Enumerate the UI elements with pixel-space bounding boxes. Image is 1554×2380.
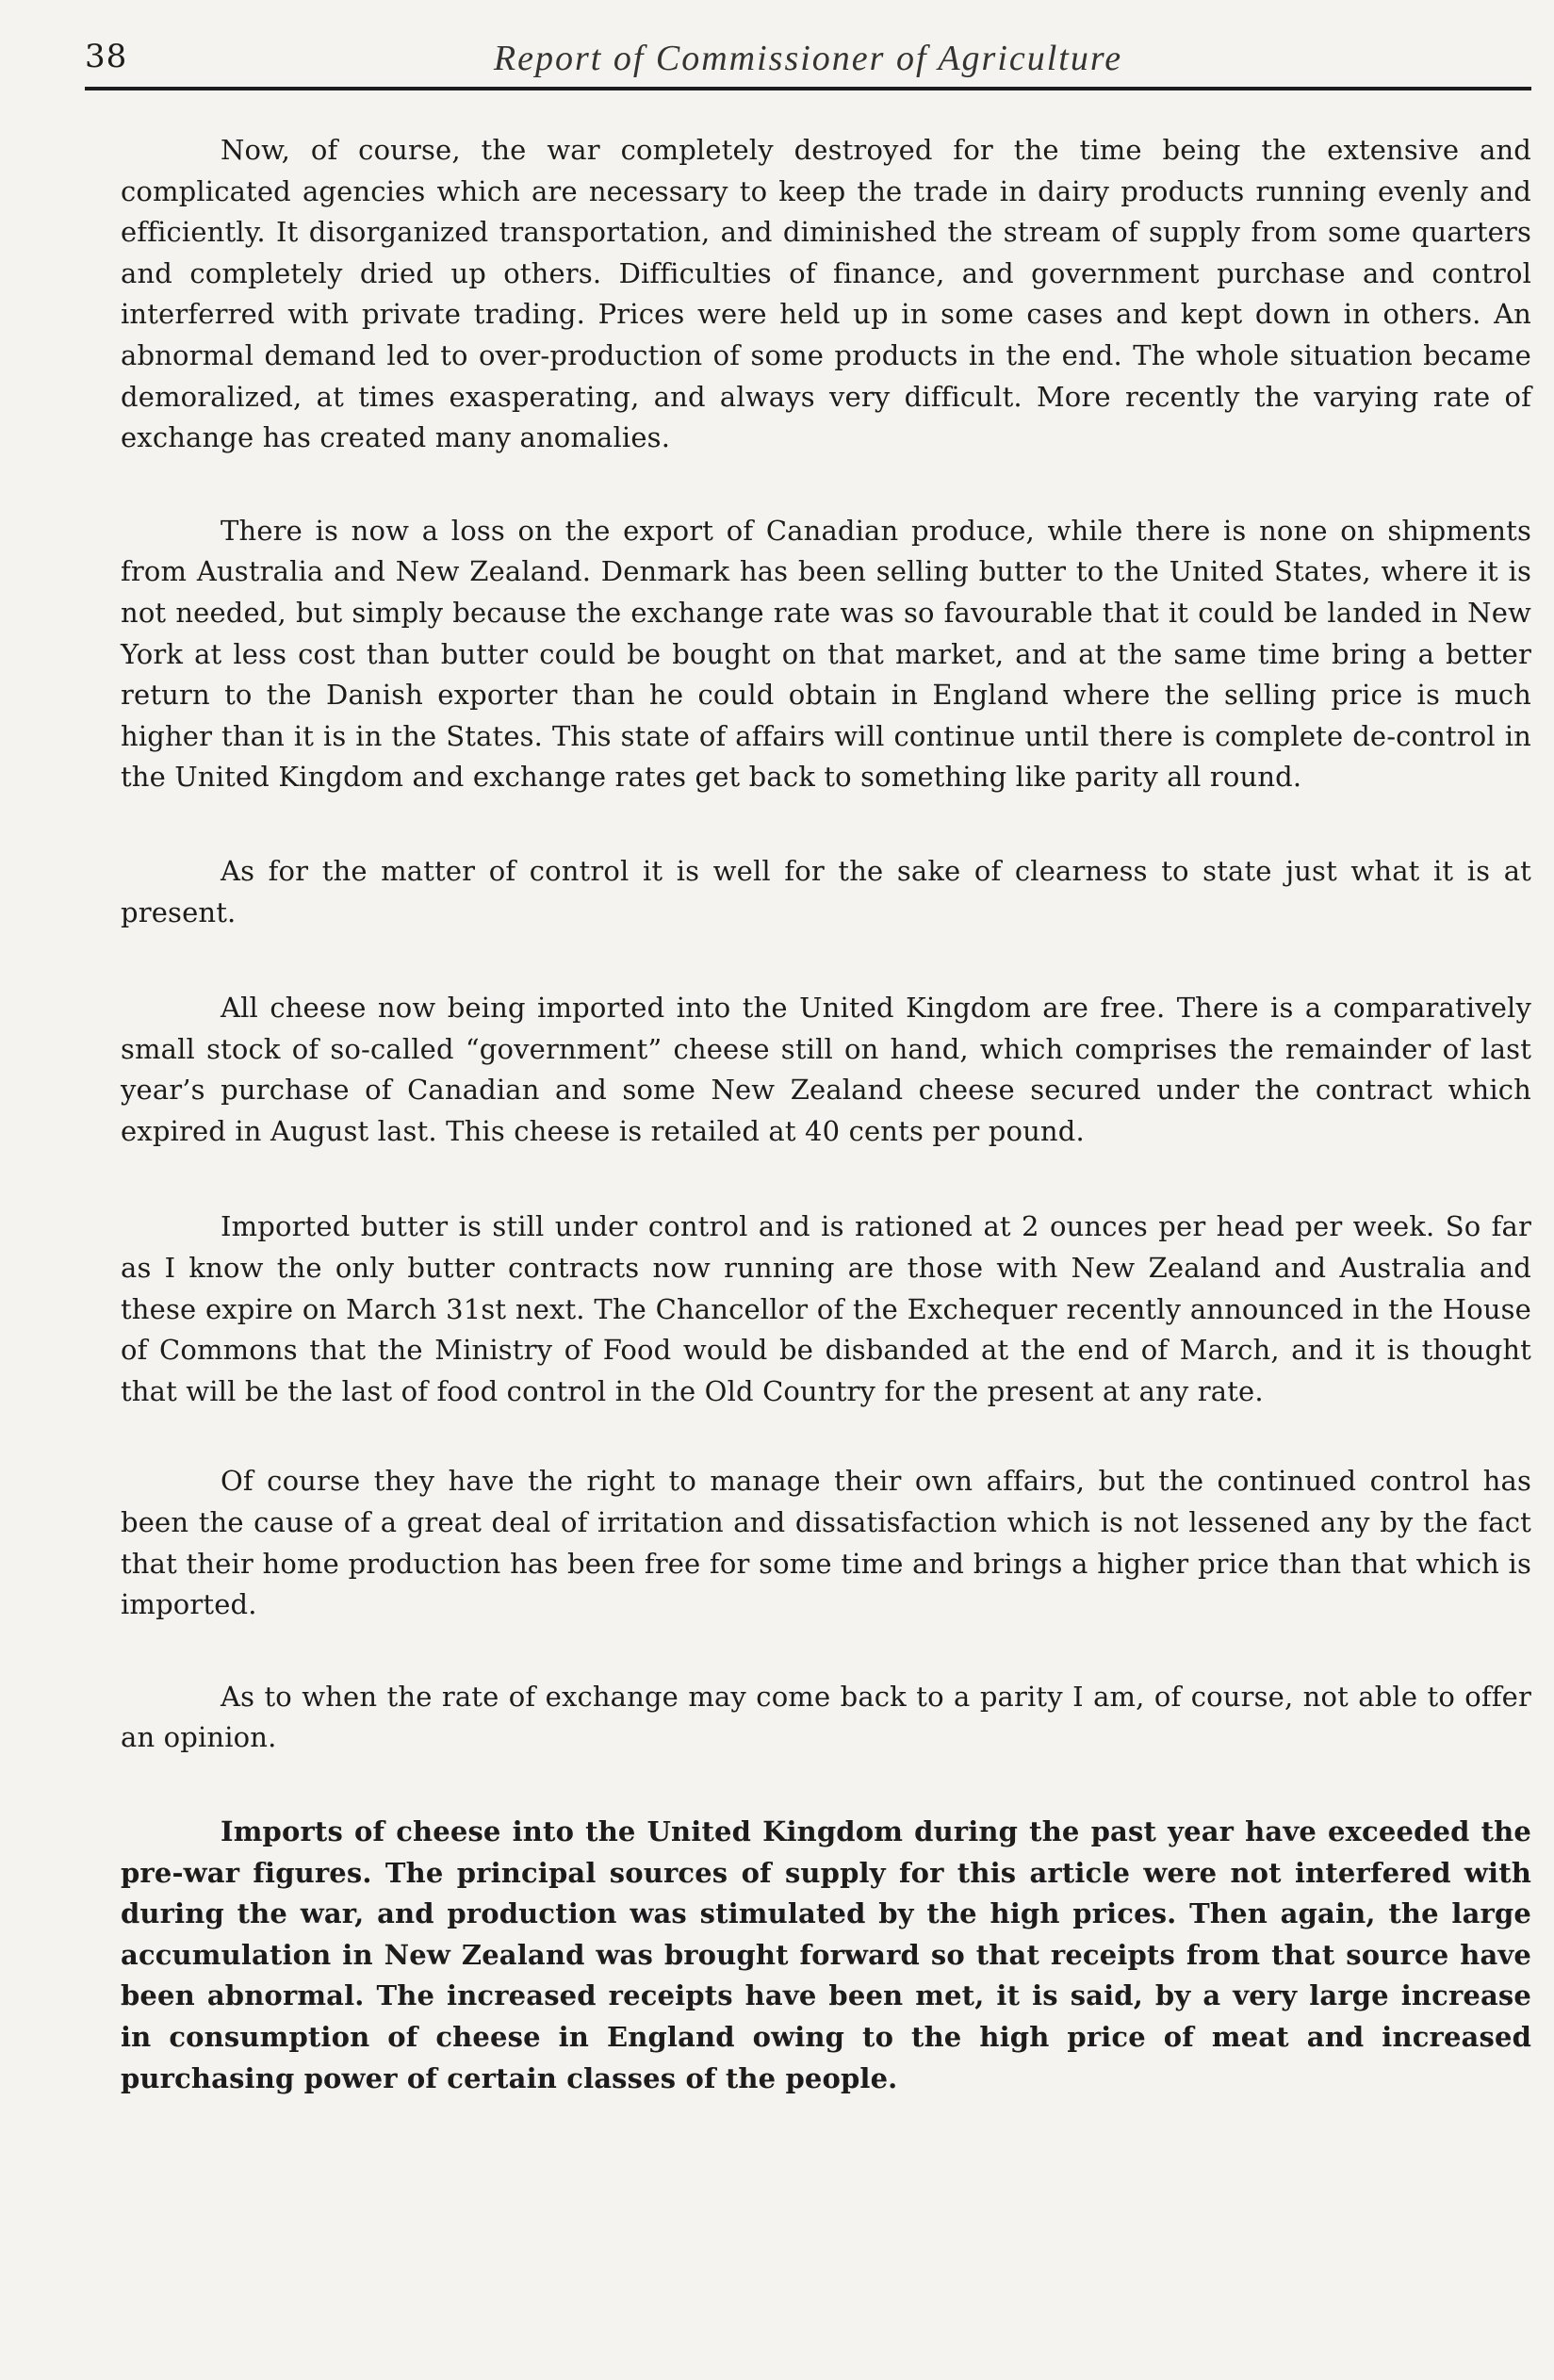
page-header (85, 38, 1531, 85)
paragraph-exchange-loss: There is now a loss on the export of Canadian produce, while there is none on shipments from Australia and New Zealand. Denmark has been selling butter to the United States, where it is not needed, but simply because the exchange rate was so favourable that it could be landed in New York at less cost than butter could be bought on that market, and at the same time bring a better return to the Danish exporter than he could obtain in England where the selling price is much higher than it is in the States. This state of affairs will continue until there is complete de-control in the United Kingdom and exchange rates get back to something like parity all round. (121, 514, 1531, 794)
running-title: Report of Commissioner of Agriculture (493, 39, 1123, 78)
paragraph-matter-of-control: As for the matter of control it is well for the sake of clearness to state just what it is at present. (121, 854, 1531, 928)
paragraph-exchange-parity: As to when the rate of exchange may come back to a parity I am, of course, not able to offer an opinion. (121, 1680, 1531, 1754)
page-number: 38 (85, 38, 128, 75)
paragraph-butter-control: Imported butter is still under control and is rationed at 2 ounces per head per week. So far as I know the only butter contracts now running are those with New Zealand and Australia and these expire on March 31st next. The Chancellor of the Exchequer recently announced in the House of Commons that the Ministry of Food would be disbanded at the end of March, and it is thought that will be the last of food control in the Old Country for the present at any rate. (121, 1210, 1531, 1407)
body-text (121, 130, 1531, 2099)
header-rule (85, 87, 1531, 90)
paragraph-cheese-imports-exceeded: Imports of cheese into the United Kingdom during the past year have exceeded the pre-war figures. The principal sources of supply for this article were not interfered with during the war, and production was stimulated by the high prices. Then again, the large accumulation in New Zealand was brought forward so that receipts from that source have been abnormal. The increased receipts have been met, it is said, by a very large increase in consumption of cheese in England owing to the high price of meat and increased purchasing power of certain classes of the people. (121, 1815, 1531, 2094)
paragraph-cheese-imports-free: All cheese now being imported into the United Kingdom are free. There is a comparatively small stock of so-called “government” cheese still on hand, which comprises the remainder of last year’s purchase of Canadian and some New Zealand cheese secured under the contract which expired in August last. This cheese is retailed at 40 cents per pound. (121, 992, 1531, 1147)
paragraph-war-disruption: Now, of course, the war completely destroyed for the time being the extensive and complicated agencies which are necessary to keep the trade in dairy products running evenly and efficiently. It disorganized transportation, and diminished the stream of supply from some quarters and completely dried up others. Difficulties of finance, and government purchase and control interferred with private trading. Prices were held up in some cases and kept down in others. An abnormal demand led to over-production of some products in the end. The whole situation became demoralized, at times exasperating, and always very difficult. More recently the varying rate of exchange has created many anomalies. (121, 134, 1531, 454)
paragraph-continued-control: Of course they have the right to manage their own affairs, but the continued control has been the cause of a great deal of irritation and dissatisfaction which is not lessened any by the fact that their home production has been free for some time and brings a higher price than that which is imported. (121, 1465, 1531, 1621)
